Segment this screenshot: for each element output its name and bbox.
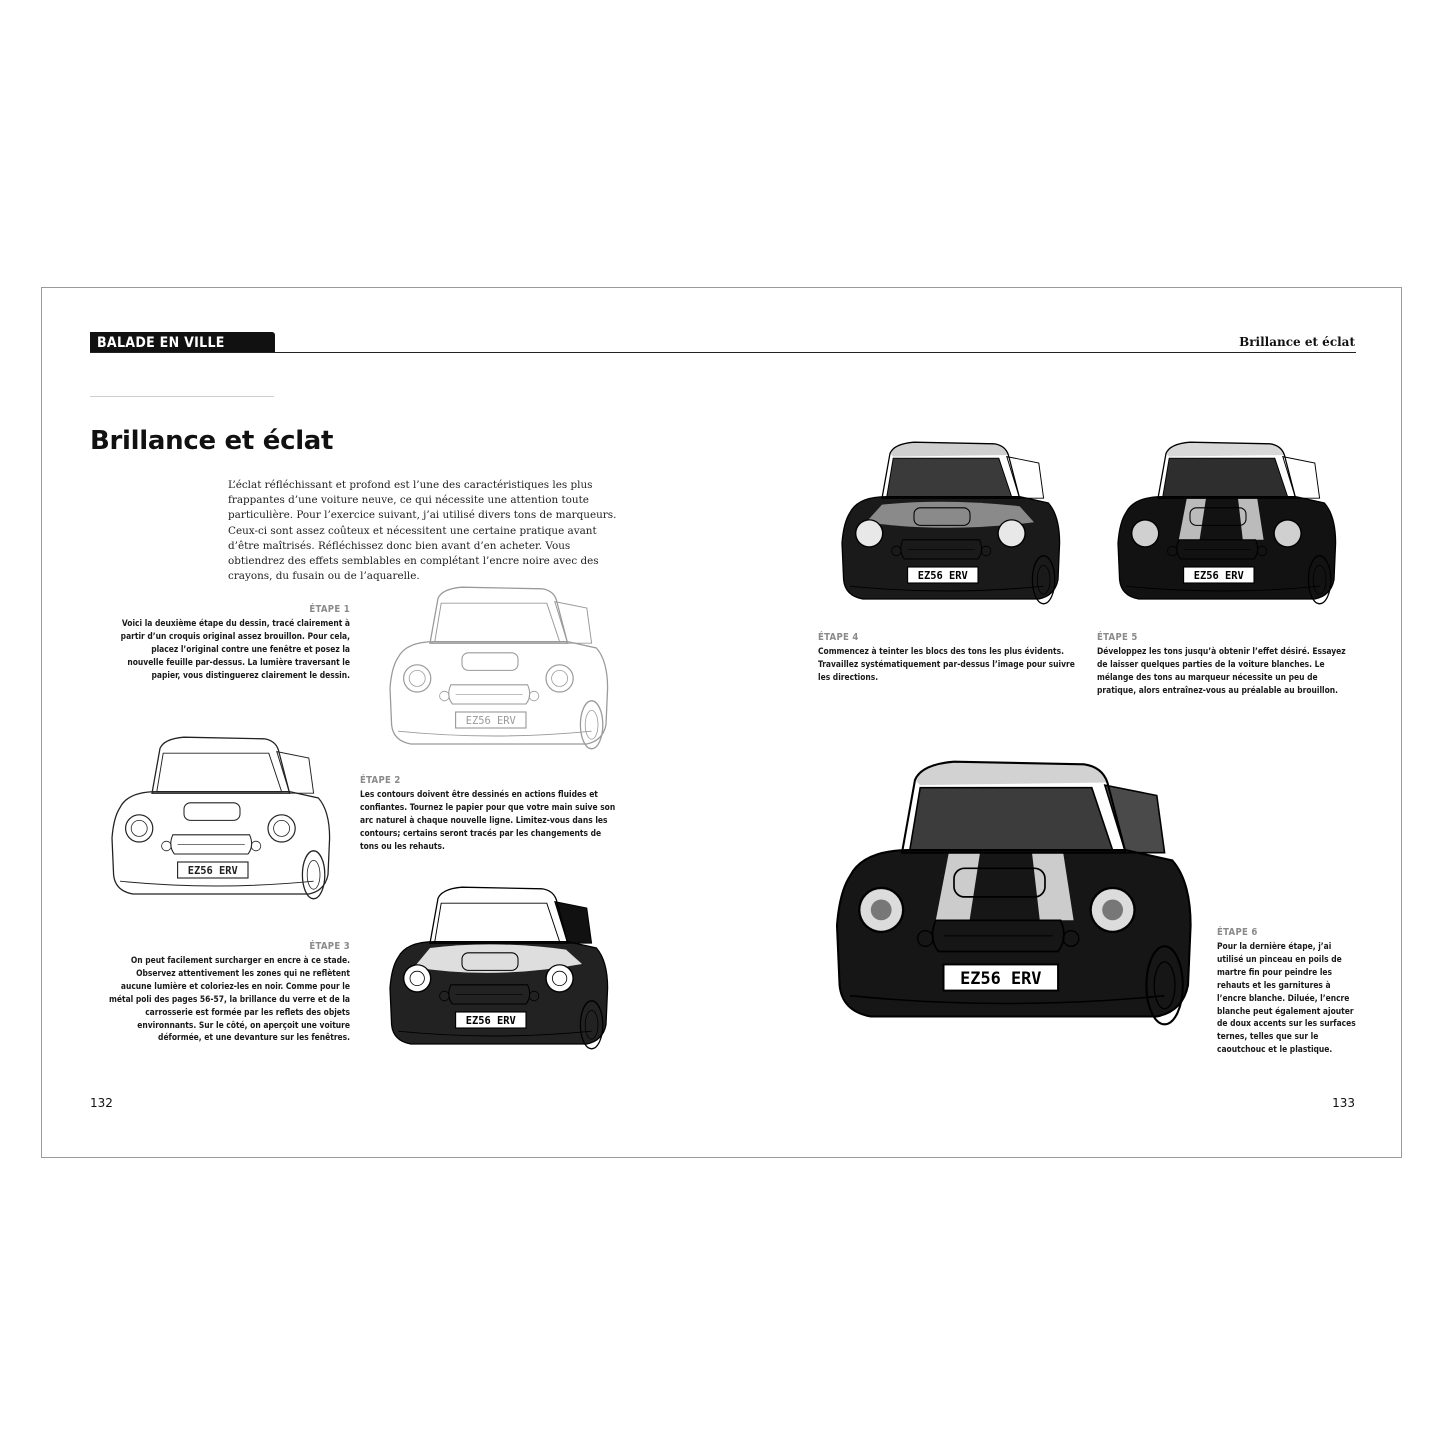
page-number-left: 132 [90,1096,113,1110]
car-drawing-step-5 [1110,438,1350,608]
intro-paragraph: L’éclat réfléchissant et profond est l’une des caractéristiques les plus frappantes d’une voiture neuve, ce qui nécessite une attention toute particulière. Pour l’exercice suivant, j’ai utilisé divers tons de marqueurs. Ceux-ci sont assez coûteux et nécessitent une certaine pratique avant d’être maîtrisés. Réfléchissez donc bien avant d’en acheter. Vous obtiendrez des effets semblables en complétant l’encre noire avec des crayons, du fusain ou de l’aquarelle. [228,479,617,583]
section-tab: BALADE EN VILLE [90,332,275,353]
step-5-label: ÉTAPE 5 [1097,632,1138,643]
plate-text-3: EZ56 ERV [465,1015,516,1027]
step-6-caption [1217,927,1357,1056]
step-2-caption [360,775,622,853]
step-3-label: ÉTAPE 3 [309,941,350,952]
page-title: Brillance et éclat [90,426,334,456]
step-4-text: Commencez à teinter les blocs des tons les plus évidents. Travaillez systématiquement par-dessus l’image pour suivre les directions. [818,646,1075,682]
step-6-label: ÉTAPE 6 [1217,927,1258,938]
step-5-caption [1097,632,1357,697]
step-1-caption [118,604,350,682]
running-head: Brillance et éclat [1239,335,1355,349]
step-3-text: On peut facilement surcharger en encre à ce stade. Observez attentivement les zones qui ne reflètent aucune lumière et coloriez-les en noir. Comme pour le métal poli des pages 56-57, la brillance du verre et de la carrosserie est formée par les reflets des objets environnants. Sur le côté, on aperçoit une voiture déformée, et une devanture sur les fenêtres. [109,955,350,1043]
page-number-right: 133 [1332,1096,1355,1110]
step-3-caption [104,941,350,1044]
car-drawing-step-6 [824,743,1214,1043]
plate-text-5: EZ56 ERV [1193,570,1244,582]
step-6-text: Pour la dernière étape, j’ai utilisé un pinceau en poils de martre fin pour peindre les rehauts et les garnitures à l’encre blanche. Diluée, l’encre blanche peut également ajouter de doux accents sur les surfaces ternes, telles que sur le caoutchouc et le plastique. [1217,941,1356,1055]
title-rule [90,396,274,397]
plate-text-2: EZ56 ERV [187,865,238,877]
plate-text-4: EZ56 ERV [917,570,968,582]
step-4-label: ÉTAPE 4 [818,632,859,643]
step-1-label: ÉTAPE 1 [309,604,350,615]
book-spread [41,287,1402,1158]
car-drawing-step-3 [382,878,622,1058]
car-drawing-step-1 [382,578,622,758]
car-drawing-step-2 [104,728,344,908]
plate-text-6: EZ56 ERV [960,968,1042,988]
step-2-text: Les contours doivent être dessinés en actions fluides et confiantes. Tournez le papier pour que votre main suive son arc naturel à chaque nouvelle ligne. Limitez-vous dans les contours; certains seront tracés par les changements de tons ou les rehauts. [360,789,616,851]
step-5-text: Développez les tons jusqu’à obtenir l’effet désiré. Essayez de laisser quelques parties de la voiture blanches. Le mélange des tons au marqueur nécessite un peu de pratique, alors entraînez-vous au préalable au brouillon. [1097,646,1346,695]
step-2-label: ÉTAPE 2 [360,775,401,786]
step-4-caption [818,632,1080,684]
step-1-text: Voici la deuxième étape du dessin, tracé clairement à partir d’un croquis original assez brouillon. Pour cela, placez l’original contre une fenêtre et posez la nouvelle feuille par-dessus. La lumière traversant le papier, vous distinguerez clairement le dessin. [120,618,350,680]
plate-text-1: EZ56 ERV [465,715,516,727]
car-drawing-step-4 [834,438,1074,608]
header-rule [90,352,1356,353]
